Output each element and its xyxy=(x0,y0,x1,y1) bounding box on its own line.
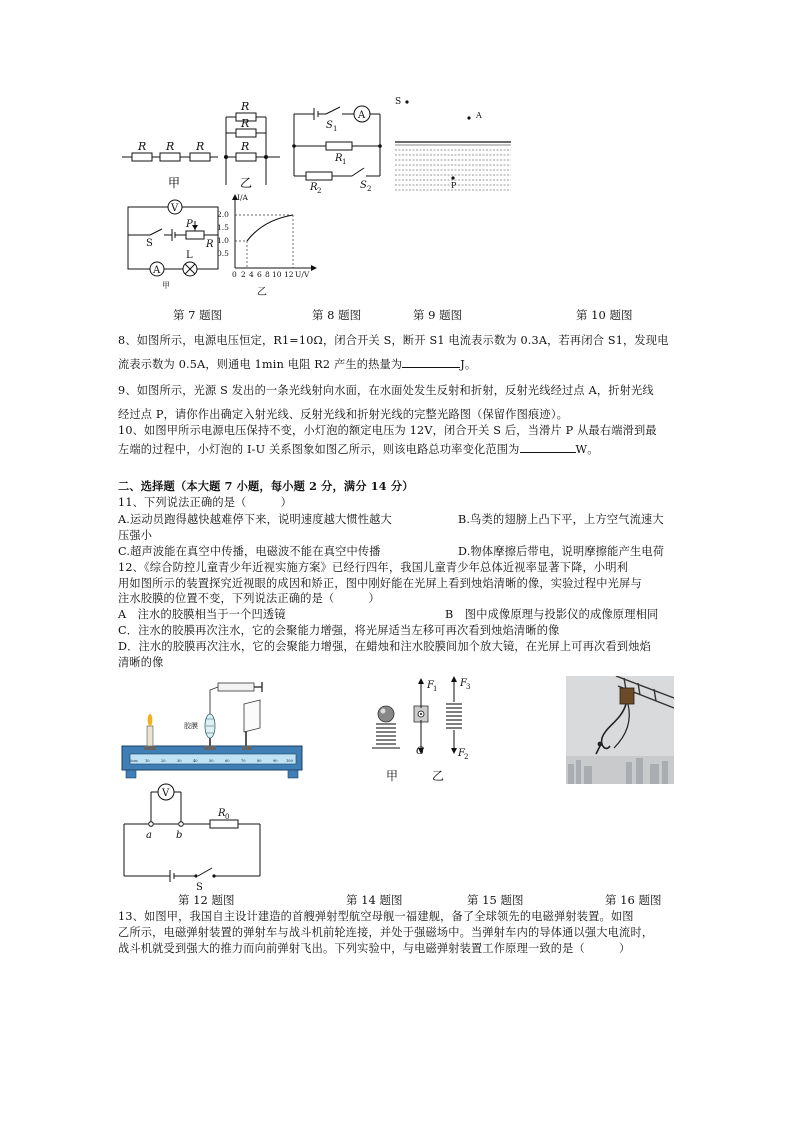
ruler-tick: 30 xyxy=(177,759,182,763)
fig14-f3-label: F xyxy=(460,678,467,689)
caption-fig10: 第 10 题图 xyxy=(576,308,633,322)
figure-13-circuit xyxy=(118,780,268,892)
q9-line2: 经过点 P，请你作出确定入射光线、反射光线和折射光线的完整光路图（保留作图痕迹）。 xyxy=(118,408,568,421)
q11-option-c[interactable]: C.超声波能在真空中传播，电磁波不能在真空中传播 xyxy=(118,545,381,558)
fig10-ammeter-label: A xyxy=(153,265,161,276)
q11-option-b-cont: 压强小 xyxy=(118,529,153,542)
q8-line2a: 流表示数为 0.5A，则通电 1min 电阻 R2 产生的热量为 xyxy=(118,358,403,371)
q11-stem: 11、下列说法正确的是（ ） xyxy=(118,496,293,509)
fig9-a-label: A xyxy=(476,111,482,120)
caption-fig14: 第 14 题图 xyxy=(346,893,403,907)
fig10-x-tick: 10 xyxy=(272,270,282,279)
q13-line3: 战斗机就受到强大的推力而向前弹射飞出。下列实验中，与电磁弹射装置工作原理一致的是（ ） xyxy=(118,942,631,955)
q12-option-b[interactable]: B 图中成像原理与投影仪的成像原理相同 xyxy=(445,608,659,621)
fig14-f1-sub: 1 xyxy=(433,685,438,693)
fig10-lamp-label: L xyxy=(186,250,193,261)
ruler-tick: 70 xyxy=(241,759,246,763)
fig10-x-tick: 8 xyxy=(265,270,270,279)
ruler-tick: 90 xyxy=(273,759,278,763)
q8-answer-blank[interactable] xyxy=(402,357,460,368)
figure-10-iu-graph xyxy=(215,192,325,302)
ruler-tick: 60 xyxy=(225,759,230,763)
ruler-tick: 80 xyxy=(257,759,262,763)
fig10-switch-label: S xyxy=(146,238,153,249)
fig10-y-tick: 2.0 xyxy=(217,210,229,219)
fig13-s-label: S xyxy=(196,882,203,892)
fig14-g-label: G xyxy=(416,746,424,757)
fig14-f1-label: F xyxy=(427,680,434,691)
q13-line1: 13、如图甲，我国自主设计建造的首艘弹射型航空母舰一福建舰，备了全球领先的电磁弹射装置。如图 xyxy=(118,910,634,923)
fig8-s1-sub: 1 xyxy=(333,125,338,133)
q12-option-d[interactable]: D．注水的胶膜再次注水，它的会聚能力增强，在蜡烛和注水胶膜间加个放大镜，在光屏上可再次看到烛焰 xyxy=(118,640,651,653)
fig14-f2-label: F xyxy=(458,748,465,759)
q8-line1: 8、如图所示，电源电压恒定，R1=10Ω，闭合开关 S，断开 S1 电流表示数为 0.3A，若再闭合 S1，发现电 xyxy=(118,334,669,347)
fig7-r3-label: R xyxy=(196,140,205,153)
fig14-jia-label: 甲 xyxy=(386,769,399,783)
fig7-jia-label: 甲 xyxy=(168,176,181,190)
fig12-film-label: 胶膜 xyxy=(184,722,198,730)
fig14-yi-label: 乙 xyxy=(432,769,445,783)
fig7-yi-r3: R xyxy=(241,140,250,153)
q10-line2 xyxy=(118,442,599,458)
q12-option-c[interactable]: C．注水的胶膜再次注水，它的会聚能力增强，将光屏适当左移可再次看到烛焰清晰的像 xyxy=(118,624,560,637)
caption-fig8: 第 8 题图 xyxy=(312,308,362,322)
ruler-tick: 50 xyxy=(209,759,214,763)
fig8-s1-label: S xyxy=(326,120,333,131)
q11-option-b[interactable]: B.鸟类的翅膀上凸下平，上方空气流速大 xyxy=(458,513,664,526)
ruler-tick: 100 xyxy=(286,759,293,763)
fig8-r1-label: R xyxy=(335,153,343,164)
q12-line3: 注水胶膜的位置不变，下列说法正确的是（ ） xyxy=(118,592,380,605)
fig7-r1-label: R xyxy=(138,140,147,153)
fig10-p-label: P xyxy=(186,219,193,230)
fig13-b-label: b xyxy=(176,830,183,841)
caption-fig7: 第 7 题图 xyxy=(173,308,223,322)
fig10-x-tick: 0 xyxy=(232,270,237,279)
fig13-r0-label: R xyxy=(218,808,226,819)
figure-14-springs xyxy=(366,674,486,789)
q12-option-a[interactable]: A 注水的胶膜相当于一个凹透镜 xyxy=(118,608,286,621)
q8-line2b: J。 xyxy=(460,358,477,371)
fig8-s2-label: S xyxy=(360,180,367,191)
fig10-y-tick: 1.0 xyxy=(217,236,229,245)
fig10-r-label: R xyxy=(206,239,214,250)
q10-answer-blank[interactable] xyxy=(520,442,576,453)
fig14-f2-sub: 2 xyxy=(464,753,469,761)
q12-line1: 12、《综合防控儿童青少年近视实施方案》已经行四年，我国儿童青少年总体近视率显著下降，小明利 xyxy=(118,561,629,574)
figure-9-water-surface xyxy=(393,92,513,197)
fig10-jia-label: 甲 xyxy=(162,281,170,290)
fig7-yi-r2: R xyxy=(241,117,250,130)
caption-fig16: 第 16 题图 xyxy=(605,893,662,907)
fig7-r2-label: R xyxy=(166,140,175,153)
q11-option-d[interactable]: D.物体摩擦后带电，说明摩擦能产生电荷 xyxy=(458,545,665,558)
figure-8-circuit xyxy=(288,98,388,193)
ruler-tick: 40 xyxy=(193,759,198,763)
caption-fig15: 第 15 题图 xyxy=(467,893,524,907)
fig10-x-tick: 2 xyxy=(241,270,246,279)
q8-line2 xyxy=(118,357,476,373)
fig10-yi-label: 乙 xyxy=(257,287,267,298)
q10-line2a: 左端的过程中，小灯泡的 I-U 关系图象如图乙所示，则该电路总功率变化范围为 xyxy=(118,443,520,456)
fig7-yi-label: 乙 xyxy=(240,176,253,190)
fig13-a-label: a xyxy=(146,830,152,841)
fig9-s-label: S xyxy=(395,97,402,107)
caption-fig12: 第 12 题图 xyxy=(178,893,235,907)
q10-line1: 10、如图甲所示电源电压保持不变，小灯泡的额定电压为 12V，闭合开关 S 后，当滑片 P 从最右端滑到最 xyxy=(118,424,657,437)
fig10-voltmeter-label: V xyxy=(171,203,179,214)
fig13-voltmeter-label: V xyxy=(162,788,170,799)
figure-12-optical-bench xyxy=(118,676,308,784)
q10-line2b: W。 xyxy=(575,443,599,456)
fig10-x-tick: 4 xyxy=(249,270,254,279)
fig10-y-tick: 0.5 xyxy=(217,249,229,258)
ruler-tick: 0cm xyxy=(130,759,138,763)
fig7-yi-r1: R xyxy=(241,100,250,113)
caption-fig9: 第 9 题图 xyxy=(413,308,463,322)
fig10-x-tick: 12 xyxy=(284,270,294,279)
fig13-r0-sub: 0 xyxy=(225,813,230,821)
q13-line2: 乙所示，电磁弹射装置的弹射车与战斗机前轮连接，并处于强磁场中。当弹射车内的导体通以强大电流时， xyxy=(118,926,654,939)
fig10-y-axis-label: I/A xyxy=(237,193,248,202)
q11-option-a[interactable]: A.运动员跑得越快越难停下来，说明速度越大惯性越大 xyxy=(118,513,392,526)
fig8-r2-label: R xyxy=(310,182,318,193)
q9-line1: 9、如图所示，光源 S 发出的一条光线射向水面，在水面处发生反射和折射，反射光线经过点 A，折射光线 xyxy=(118,384,654,397)
fig10-x-axis-label: U/V xyxy=(295,270,310,279)
q12-line2: 用如图所示的装置探究近视眼的成因和矫正，图中刚好能在光屏上看到烛焰清晰的像，实验过程中光屏与 xyxy=(118,577,642,590)
section-2-heading: 二、选择题（本大题 7 小题，每小题 2 分，满分 14 分） xyxy=(118,479,414,493)
fig8-r1-sub: 1 xyxy=(342,158,347,166)
fig10-x-tick: 6 xyxy=(257,270,262,279)
fig8-r2-sub: 2 xyxy=(317,187,322,193)
fig9-p-label: P xyxy=(451,181,457,190)
ruler-tick: 10 xyxy=(145,759,150,763)
q12-option-d-cont: 清晰的像 xyxy=(118,656,164,669)
fig8-ammeter-label: A xyxy=(358,110,366,121)
fig10-y-tick: 1.5 xyxy=(217,223,229,232)
ruler-tick: 20 xyxy=(161,759,166,763)
fig14-f3-sub: 3 xyxy=(466,683,471,691)
figure-16-photo xyxy=(566,676,674,784)
fig8-s2-sub: 2 xyxy=(367,185,372,193)
